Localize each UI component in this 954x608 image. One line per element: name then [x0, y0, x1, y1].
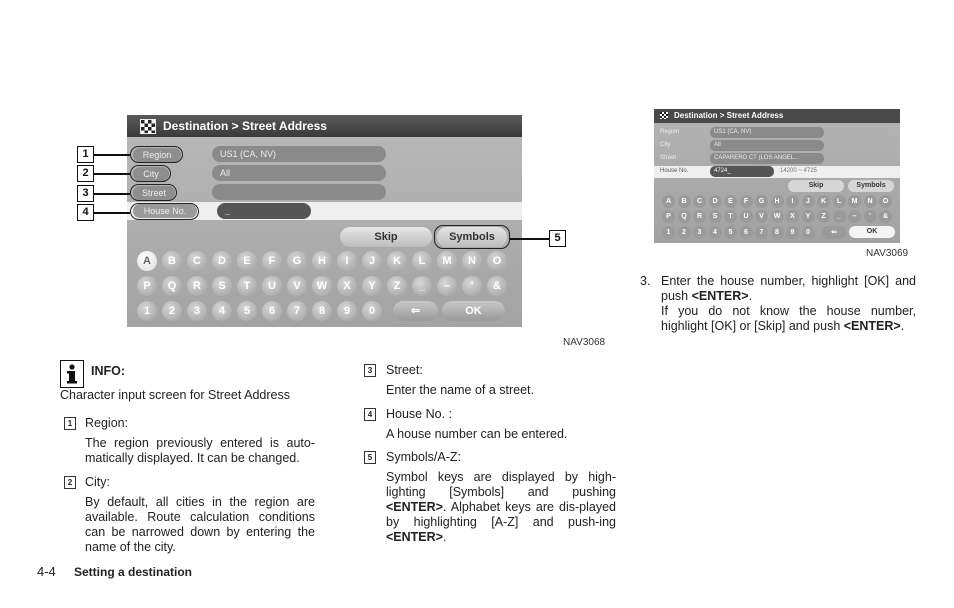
region-value: US1 (CA, NV) [212, 146, 386, 162]
small-city-value: All [710, 140, 824, 151]
key-u[interactable]: U [740, 210, 753, 223]
key-2[interactable]: 2 [678, 226, 691, 239]
street-label[interactable]: Street [133, 186, 175, 200]
key-7[interactable]: 7 [287, 301, 307, 321]
small-house-row [654, 166, 900, 178]
key-v[interactable]: V [287, 276, 307, 296]
key-1[interactable]: 1 [662, 226, 675, 239]
key-o[interactable]: O [879, 195, 892, 208]
symbols-button-outline [434, 225, 510, 249]
city-label[interactable]: City [133, 167, 169, 181]
page-number: 4-4 [37, 564, 56, 579]
callout-3: 3 [77, 185, 94, 202]
key-4[interactable]: 4 [212, 301, 232, 321]
key-c[interactable]: C [693, 195, 706, 208]
key-k[interactable]: K [817, 195, 830, 208]
key-symbol-13[interactable]: ' [864, 210, 877, 223]
small-screen-title-bar [654, 109, 900, 123]
skip-button[interactable]: Skip [340, 227, 432, 247]
small-house-label: House No. [660, 168, 689, 174]
key-a[interactable]: A [662, 195, 675, 208]
item-1-body: The region previously entered is auto-matically displayed. It can be changed. [85, 436, 315, 465]
item-3-body: Enter the name of a street. [386, 383, 534, 397]
key-j[interactable]: J [362, 251, 382, 271]
key-3[interactable]: 3 [187, 301, 207, 321]
key-h[interactable]: H [771, 195, 784, 208]
key-f[interactable]: F [740, 195, 753, 208]
key-symbol-11[interactable]: _ [412, 276, 432, 296]
key-2[interactable]: 2 [162, 301, 182, 321]
nav-screen-house-number [654, 109, 900, 243]
key-9[interactable]: 9 [786, 226, 799, 239]
callout-2: 2 [77, 165, 94, 182]
key-n[interactable]: N [462, 251, 482, 271]
key-g[interactable]: G [755, 195, 768, 208]
key-5[interactable]: 5 [724, 226, 737, 239]
key-s[interactable]: S [212, 276, 232, 296]
key-j[interactable]: J [802, 195, 815, 208]
item-1-number: 1 [64, 417, 76, 430]
info-icon [60, 360, 84, 388]
key-l[interactable]: L [412, 251, 432, 271]
small-symbols-button[interactable]: Symbols [848, 180, 894, 192]
item-5-body: Symbol keys are displayed by high-lighting [Symbols] and pushing <ENTER>. Alphabet keys are dis-played by highlighting [A-Z] and push-ing <ENTER>. [386, 470, 616, 544]
key-8[interactable]: 8 [771, 226, 784, 239]
key-d[interactable]: D [709, 195, 722, 208]
key-6[interactable]: 6 [740, 226, 753, 239]
key-symbol-12[interactable]: – [848, 210, 861, 223]
nav-screen-street-address [127, 115, 522, 327]
key-4[interactable]: 4 [709, 226, 722, 239]
street-value [212, 184, 386, 200]
key-i[interactable]: I [786, 195, 799, 208]
key-6[interactable]: 6 [262, 301, 282, 321]
small-region-label: Region [660, 129, 680, 135]
key-7[interactable]: 7 [755, 226, 768, 239]
item-4-body: A house number can be entered. [386, 427, 568, 441]
key-symbol-13[interactable]: ' [462, 276, 482, 296]
key-symbol-14[interactable]: & [487, 276, 507, 296]
key-l[interactable]: L [833, 195, 846, 208]
key-e[interactable]: E [237, 251, 257, 271]
key-x[interactable]: X [337, 276, 357, 296]
key-t[interactable]: T [724, 210, 737, 223]
item-3-number: 3 [364, 364, 376, 377]
key-m[interactable]: M [848, 195, 861, 208]
small-house-input[interactable]: 4724_ [710, 166, 774, 177]
screen-title: Destination > Street Address [163, 119, 327, 133]
key-e[interactable]: E [724, 195, 737, 208]
house-number-input[interactable]: _ [217, 203, 311, 219]
small-house-range: 14200 ~ 4725 [780, 168, 817, 174]
house-number-label[interactable]: House No. [133, 204, 197, 218]
key-v[interactable]: V [755, 210, 768, 223]
key-5[interactable]: 5 [237, 301, 257, 321]
ok-button[interactable]: OK [442, 301, 505, 321]
key-o[interactable]: O [487, 251, 507, 271]
callout-1: 1 [77, 146, 94, 163]
key-r[interactable]: R [187, 276, 207, 296]
checkered-flag-icon [660, 112, 668, 119]
key-d[interactable]: D [212, 251, 232, 271]
item-1-title: Region: [85, 416, 129, 430]
key-c[interactable]: C [187, 251, 207, 271]
city-value: All [212, 165, 386, 181]
item-4-number: 4 [364, 408, 376, 421]
callout-3-line [94, 193, 130, 195]
small-city-label: City [660, 142, 671, 148]
house-label-outline [130, 203, 199, 220]
key-i[interactable]: I [337, 251, 357, 271]
key-0[interactable]: 0 [362, 301, 382, 321]
callout-5-line [510, 238, 549, 240]
small-skip-button[interactable]: Skip [788, 180, 844, 192]
key-p[interactable]: P [662, 210, 675, 223]
callout-5: 5 [549, 230, 566, 247]
key-u[interactable]: U [262, 276, 282, 296]
key-symbol-14[interactable]: & [879, 210, 892, 223]
city-label-outline [130, 165, 171, 182]
item-3-title: Street: [386, 363, 423, 377]
key-symbol-12[interactable]: – [437, 276, 457, 296]
item-5-title: Symbols/A-Z: [386, 450, 462, 464]
key-w[interactable]: W [771, 210, 784, 223]
item-2-title: City: [85, 475, 110, 489]
key-f[interactable]: F [262, 251, 282, 271]
small-street-value: CAPARERO CT (LOS ANGEL... [710, 153, 824, 164]
key-1[interactable]: 1 [137, 301, 157, 321]
callout-4-line [94, 212, 130, 214]
key-y[interactable]: Y [362, 276, 382, 296]
key-x[interactable]: X [786, 210, 799, 223]
item-2-body: By default, all cities in the region are available. Route calculation conditions can be narrowed down by entering the name of the city. [85, 495, 315, 554]
info-heading: INFO: [91, 364, 126, 378]
key-p[interactable]: P [137, 276, 157, 296]
key-z[interactable]: Z [387, 276, 407, 296]
small-screen-title: Destination > Street Address [674, 111, 784, 120]
key-0[interactable]: 0 [802, 226, 815, 239]
small-backspace-key[interactable]: ⇐ [822, 226, 846, 239]
item-5-number: 5 [364, 451, 376, 464]
item-4-title: House No. : [386, 407, 453, 421]
key-r[interactable]: R [693, 210, 706, 223]
key-b[interactable]: B [678, 195, 691, 208]
region-label-outline [130, 146, 183, 163]
checkered-flag-icon [140, 119, 156, 134]
key-y[interactable]: Y [802, 210, 815, 223]
key-w[interactable]: W [312, 276, 332, 296]
section-title: Setting a destination [74, 565, 193, 579]
key-3[interactable]: 3 [693, 226, 706, 239]
screen-title-bar [127, 115, 522, 137]
key-b[interactable]: B [162, 251, 182, 271]
region-label[interactable]: Region [133, 148, 181, 162]
symbols-button[interactable]: Symbols [437, 227, 507, 247]
small-ok-button[interactable]: OK [849, 226, 895, 238]
small-region-value: US1 (CA, NV) [710, 127, 824, 138]
key-8[interactable]: 8 [312, 301, 332, 321]
figure-id-nav3068: NAV3068 [563, 337, 606, 348]
figure-id-nav3069: NAV3069 [866, 248, 909, 259]
info-intro: Character input screen for Street Address [60, 388, 290, 402]
key-t[interactable]: T [237, 276, 257, 296]
key-m[interactable]: M [437, 251, 457, 271]
key-z[interactable]: Z [817, 210, 830, 223]
callout-2-line [94, 173, 130, 175]
street-label-outline [130, 184, 177, 201]
key-h[interactable]: H [312, 251, 332, 271]
key-q[interactable]: Q [162, 276, 182, 296]
callout-1-line [94, 154, 130, 156]
key-g[interactable]: G [287, 251, 307, 271]
step-3-body: Enter the house number, highlight [OK] and push <ENTER>. [661, 274, 916, 303]
step-3-number: 3. [640, 274, 651, 288]
key-s[interactable]: S [709, 210, 722, 223]
key-9[interactable]: 9 [337, 301, 357, 321]
key-a[interactable]: A [137, 251, 157, 271]
step-3-note: If you do not know the house number, highlight [OK] or [Skip] and push <ENTER>. [661, 304, 916, 333]
backspace-key[interactable]: ⇐ [393, 301, 438, 321]
item-2-number: 2 [64, 476, 76, 489]
key-symbol-11[interactable]: _ [833, 210, 846, 223]
key-k[interactable]: K [387, 251, 407, 271]
key-q[interactable]: Q [678, 210, 691, 223]
key-n[interactable]: N [864, 195, 877, 208]
small-street-label: Street [660, 155, 677, 161]
callout-4: 4 [77, 204, 94, 221]
